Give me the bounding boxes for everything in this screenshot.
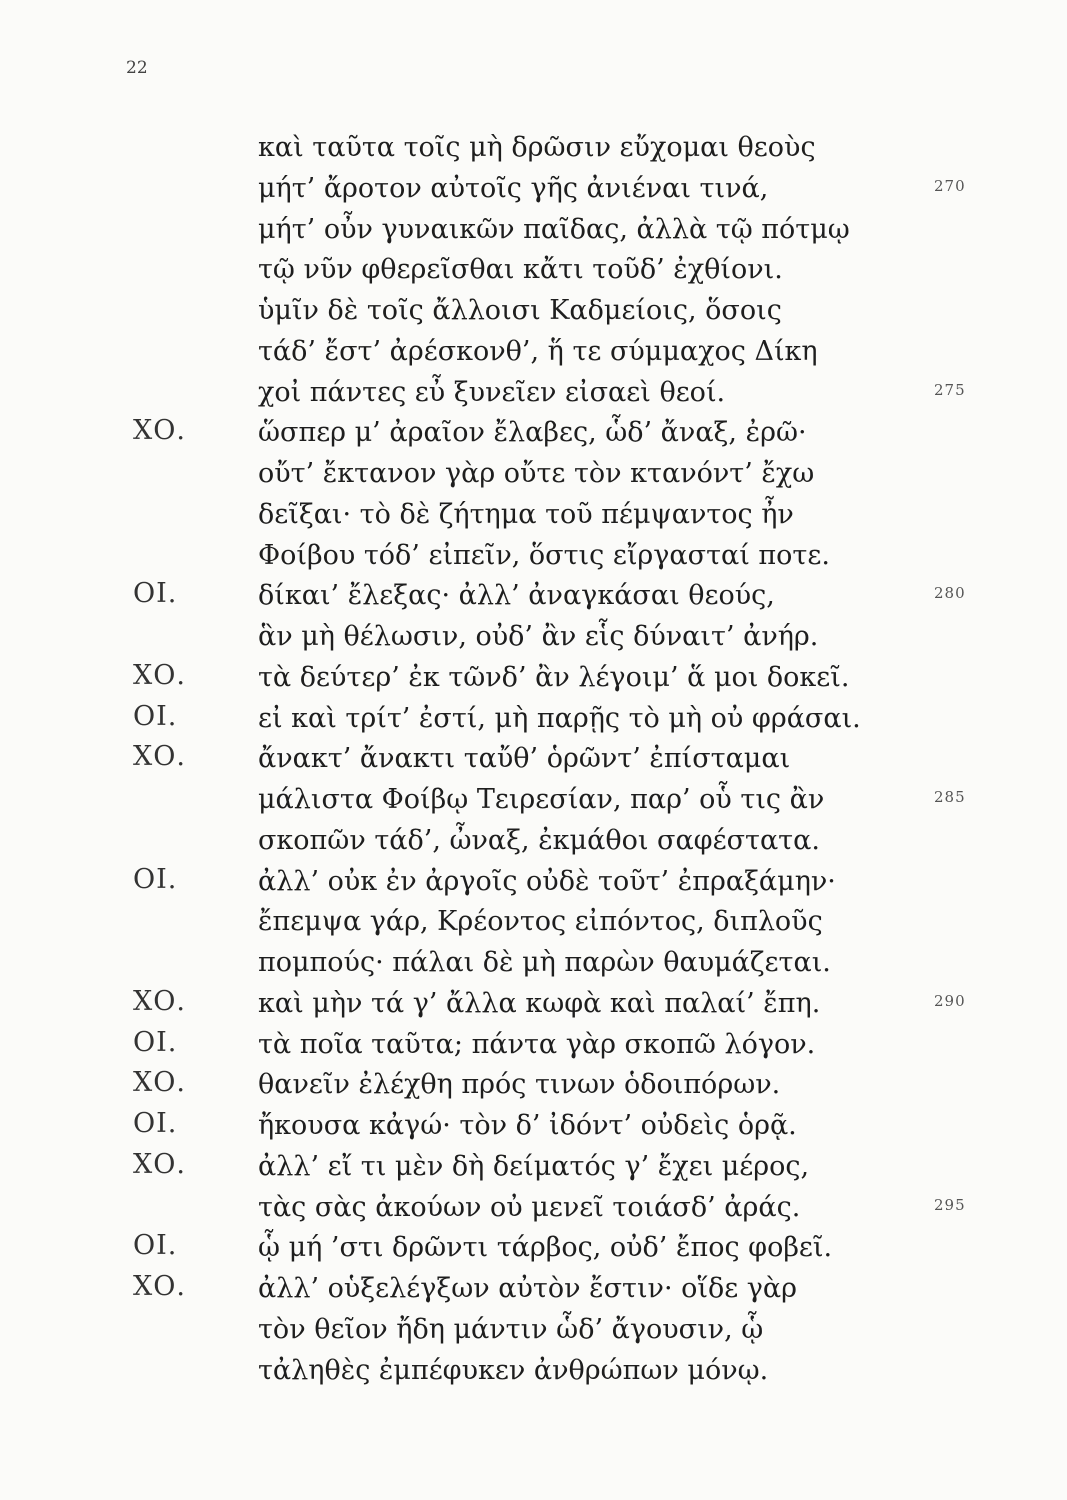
verse-line [0, 411, 1067, 455]
speaker-label: ΟΙ. [133, 863, 178, 895]
speaker-label: ΟΙ. [133, 1230, 178, 1262]
verse-line [0, 819, 1067, 863]
speaker-label: ΟΙ. [133, 1026, 178, 1058]
verse-line [0, 452, 1067, 496]
line-number: 285 [934, 788, 966, 806]
line-number: 270 [934, 176, 966, 195]
verse-line [0, 1145, 1067, 1189]
verse-text: σκοπῶν τάδ’, ὦναξ, ἐκμάθοι σαφέστατα. [258, 824, 820, 856]
verse-text: μήτ’ ἄροτον αὐτοῖς γῆς ἀνιέναι τινά, [258, 172, 769, 204]
verse-text: δίκαι’ ἔλεξας· ἀλλ’ ἀναγκάσαι θεούς, [258, 580, 775, 612]
speaker-label: ΧΟ. [133, 1067, 186, 1099]
verse-line [0, 1063, 1067, 1107]
verse-text: ἔπεμψα γάρ, Κρέοντος εἰπόντος, διπλοῦς [258, 906, 823, 938]
verse-line [0, 330, 1067, 374]
verse-text: μήτ’ οὖν γυναικῶν παῖδας, ἀλλὰ τῷ πότμῳ [258, 213, 850, 245]
verse-line [0, 534, 1067, 578]
verse-text: ᾧ μή ’στι δρῶντι τάρβος, οὐδ’ ἔπος φοβεῖ. [258, 1232, 833, 1264]
verse-text: Φοίβου τόδ’ εἰπεῖν, ὅστις εἴργασταί ποτε. [258, 539, 830, 571]
page-number: 22 [126, 58, 148, 78]
verse-text: ἤκουσα κἀγώ· τὸν δ’ ἰδόντ’ οὐδεὶς ὁρᾷ. [258, 1110, 797, 1141]
speaker-label: ΧΟ. [133, 1271, 186, 1302]
verse-line [0, 126, 1067, 170]
verse-text: ἀλλ’ εἴ τι μὲν δὴ δείματός γ’ ἔχει μέρος, [258, 1150, 810, 1182]
speaker-label: ΧΟ. [133, 741, 186, 773]
verse-line [0, 167, 1067, 211]
line-number: 280 [934, 584, 966, 603]
verse-text: ἄνακτ’ ἄνακτι ταὔθ’ ὁρῶντ’ ἐπίσταμαι [258, 743, 791, 775]
verse-line [0, 615, 1067, 659]
verse-text: οὔτ’ ἔκτανον γὰρ οὔτε τὸν κτανόντ’ ἔχω [258, 458, 815, 489]
verse-line [0, 574, 1067, 618]
speaker-label: ΟΙ. [133, 578, 178, 610]
verse-text: εἰ καὶ τρίτ’ ἐστί, μὴ παρῇς τὸ μὴ οὐ φράσαι. [258, 702, 861, 734]
verse-line [0, 656, 1067, 700]
verse-line [0, 208, 1067, 252]
verse-line [0, 289, 1067, 333]
verse-line [0, 982, 1067, 1026]
verse-line [0, 493, 1067, 537]
verse-line [0, 1186, 1067, 1230]
verse-text: χοἰ πάντες εὖ ξυνεῖεν εἰσαεὶ θεοί. [258, 376, 726, 408]
verse-text: τῷ νῦν φθερεῖσθαι κἄτι τοῦδ’ ἐχθίονι. [258, 254, 783, 286]
speaker-label: ΟΙ. [133, 1108, 178, 1139]
verse-text: πομπούς· πάλαι δὲ μὴ παρὼν θαυμάζεται. [258, 947, 831, 978]
verse-text: τὰ δεύτερ’ ἐκ τῶνδ’ ἂν λέγοιμ’ ἅ μοι δοκεῖ. [258, 661, 850, 693]
verse-text: μάλιστα Φοίβῳ Τειρεσίαν, παρ’ οὗ τις ἂν [258, 784, 825, 815]
verse-line [0, 248, 1067, 292]
speaker-label: ΧΟ. [133, 985, 186, 1017]
verse-line [0, 697, 1067, 741]
verse-text: τὰς σὰς ἀκούων οὐ μενεῖ τοιάσδ’ ἀράς. [258, 1191, 801, 1223]
line-number: 275 [934, 380, 966, 399]
verse-line [0, 371, 1067, 415]
verse-text: ἀλλ’ οὐκ ἐν ἀργοῖς οὐδὲ τοῦτ’ ἐπραξάμην· [258, 865, 836, 897]
verse-line [0, 1308, 1067, 1352]
speaker-label: ΧΟ. [133, 415, 186, 447]
verse-line [0, 1349, 1067, 1393]
verse-text: θανεῖν ἐλέχθη πρός τινων ὁδοιπόρων. [258, 1069, 781, 1101]
verse-text: τἀληθὲς ἐμπέφυκεν ἀνθρώπων μόνῳ. [258, 1354, 769, 1386]
verse-text: ὑμῖν δὲ τοῖς ἄλλοισι Καδμείοις, ὅσοις [258, 295, 782, 326]
speaker-label: ΟΙ. [133, 700, 178, 732]
verse-text: ἃν μὴ θέλωσιν, οὐδ’ ἂν εἷς δύναιτ’ ἀνήρ. [258, 621, 819, 652]
verse-line [0, 778, 1067, 822]
verse-text: καὶ μὴν τά γ’ ἄλλα κωφὰ καὶ παλαί’ ἔπη. [258, 987, 821, 1019]
line-number: 290 [934, 991, 966, 1010]
verse-line [0, 900, 1067, 944]
verse-line [0, 1267, 1067, 1311]
verse-line [0, 1023, 1067, 1067]
verse-text: τὰ ποῖα ταῦτα; πάντα γὰρ σκοπῶ λόγον. [258, 1028, 816, 1060]
verse-line [0, 941, 1067, 985]
speaker-label: ΧΟ. [133, 659, 186, 691]
speaker-label: ΧΟ. [133, 1148, 186, 1180]
verse-text: τὸν θεῖον ἤδη μάντιν ὧδ’ ἄγουσιν, ᾧ [258, 1313, 764, 1345]
verse-text: τάδ’ ἔστ’ ἀρέσκονθ’, ἥ τε σύμμαχος Δίκη [258, 335, 818, 367]
verse-text: καὶ ταῦτα τοῖς μὴ δρῶσιν εὔχομαι θεοὺς [258, 132, 816, 163]
verse-line [0, 1104, 1067, 1148]
verse-text: ὥσπερ μ’ ἀραῖον ἔλαβες, ὧδ’ ἄναξ, ἐρῶ· [258, 417, 807, 449]
verse-text: ἀλλ’ οὑξελέγξων αὐτὸν ἔστιν· οἵδε γὰρ [258, 1273, 798, 1304]
verse-text: δεῖξαι· τὸ δὲ ζήτημα τοῦ πέμψαντος ἦν [258, 498, 794, 530]
verse-line [0, 1226, 1067, 1270]
verse-line [0, 860, 1067, 904]
verse-line [0, 737, 1067, 781]
line-number: 295 [934, 1195, 966, 1214]
